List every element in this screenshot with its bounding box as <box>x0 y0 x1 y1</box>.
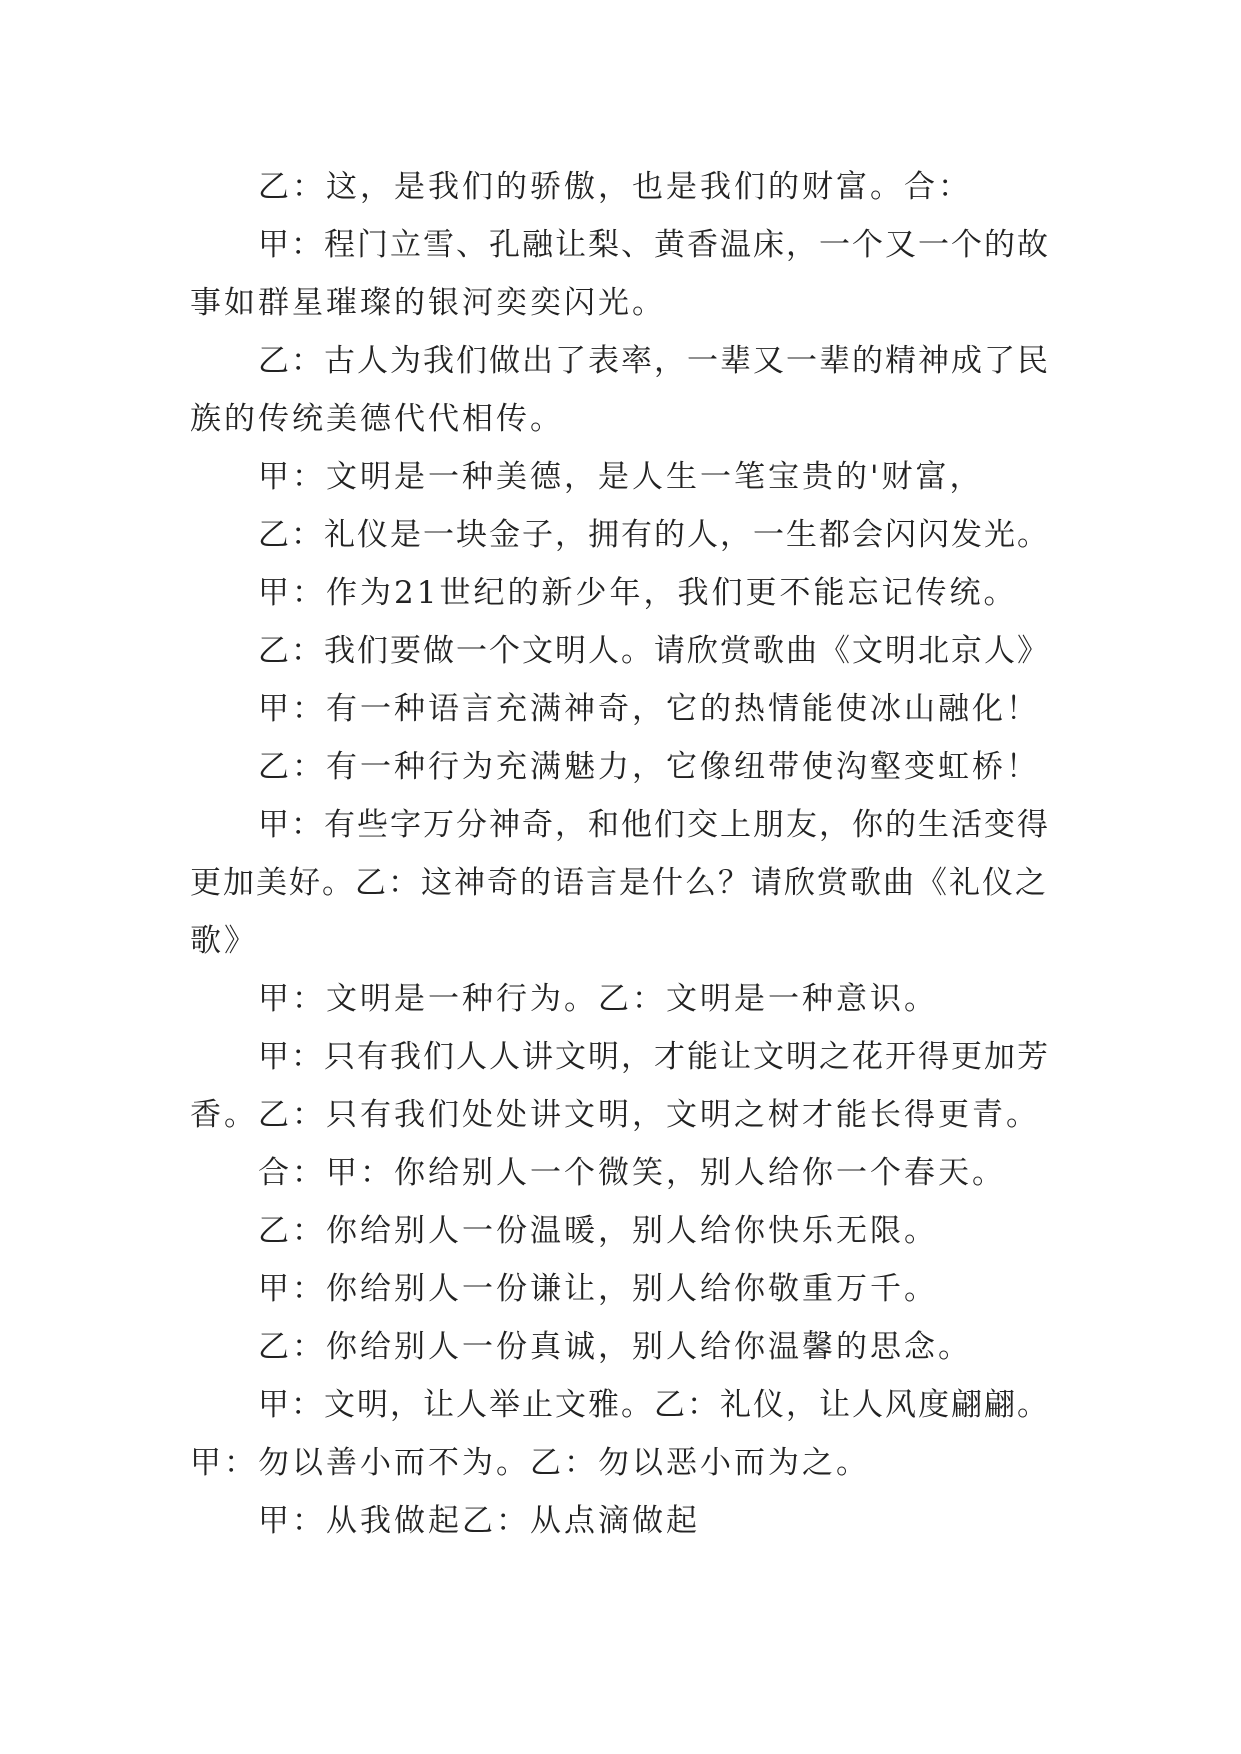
text-line: 甲：文明是一种美德，是人生一笔宝贵的'财富， <box>258 459 984 495</box>
text-line: 族的传统美德代代相传。 <box>190 401 564 437</box>
text-line: 乙：礼仪是一块金子，拥有的人，一生都会闪闪发光。 <box>258 517 1050 553</box>
text-line: 甲：有一种语言充满神奇，它的热情能使冰山融化！ <box>258 691 1040 727</box>
text-line: 事如群星璀璨的银河奕奕闪光。 <box>190 285 666 321</box>
text-line: 甲：作为21世纪的新少年，我们更不能忘记传统。 <box>258 575 1018 611</box>
text-line: 歌》 <box>190 923 258 959</box>
text-line: 甲：从我做起乙：从点滴做起 <box>258 1503 700 1539</box>
text-line: 乙：古人为我们做出了表率，一辈又一辈的精神成了民 <box>258 343 1050 379</box>
text-line: 甲：你给别人一份谦让，别人给你敬重万千。 <box>258 1271 938 1307</box>
text-line: 甲：有些字万分神奇，和他们交上朋友，你的生活变得 <box>258 807 1050 843</box>
text-line: 甲：程门立雪、孔融让梨、黄香温床，一个又一个的故 <box>258 227 1050 263</box>
text-line: 乙：你给别人一份真诚，别人给你温馨的思念。 <box>258 1329 972 1365</box>
text-line: 甲：勿以善小而不为。乙：勿以恶小而为之。 <box>190 1445 870 1481</box>
text-line: 乙：这，是我们的骄傲，也是我们的财富。合： <box>258 169 972 205</box>
text-line: 乙：有一种行为充满魅力，它像纽带使沟壑变虹桥！ <box>258 749 1040 785</box>
text-line: 甲：只有我们人人讲文明，才能让文明之花开得更加芳 <box>258 1039 1050 1075</box>
text-line: 甲：文明是一种行为。乙：文明是一种意识。 <box>258 981 938 1017</box>
text-line: 更加美好。乙：这神奇的语言是什么？请欣赏歌曲《礼仪之 <box>190 865 1048 901</box>
text-line: 甲：文明，让人举止文雅。乙：礼仪，让人风度翩翩。 <box>258 1387 1050 1423</box>
document-body <box>190 158 1060 1550</box>
text-line: 乙：你给别人一份温暖，别人给你快乐无限。 <box>258 1213 938 1249</box>
text-line: 乙：我们要做一个文明人。请欣赏歌曲《文明北京人》 <box>258 633 1050 669</box>
text-line: 合：甲：你给别人一个微笑，别人给你一个春天。 <box>258 1155 1006 1191</box>
text-line: 香。乙：只有我们处处讲文明，文明之树才能长得更青。 <box>190 1097 1040 1133</box>
